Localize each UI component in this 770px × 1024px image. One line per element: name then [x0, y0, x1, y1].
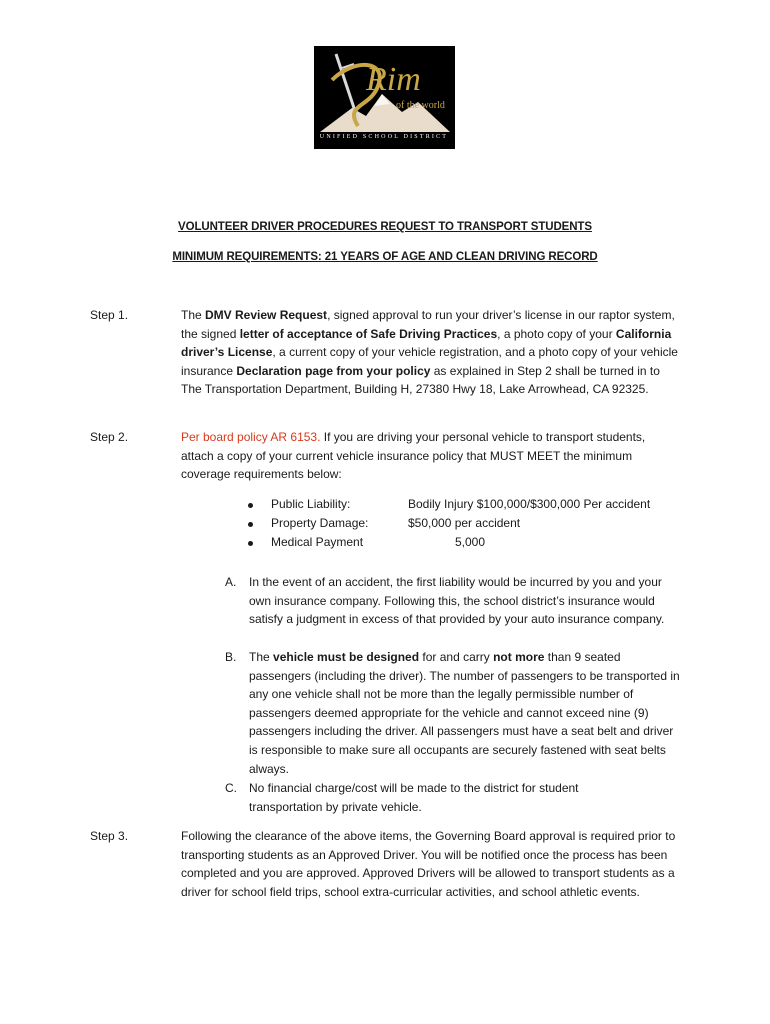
list-item-c: C. No financial charge/cost will be made to the district for student transportation by private vehicle.: [225, 781, 579, 814]
logo-district: UNIFIED SCHOOL DISTRICT: [319, 134, 449, 140]
step-1-label: Step 1.: [90, 308, 129, 322]
step-3-text: Following the clearance of the above items, the Governing Board approval is required prior to transporting students as an Approved Driver. You will be notified once the process has been completed and you are approved. Approved Drivers will be allowed to transport students as a driver for school field trips, school extra-curricular activities, and school athletic events.: [181, 829, 676, 899]
list-item-a: A. In the event of an accident, the first liability would be incurred by you and your own insurance company. Following this, the school district’s insurance would satisfy a judgment in excess of that provided by your auto insurance company.: [225, 575, 665, 627]
bullet-icon: [248, 522, 253, 527]
step-2-label: Step 2.: [90, 430, 129, 444]
logo-wordmark: Rim: [366, 61, 421, 98]
district-logo: [314, 46, 455, 149]
page-subtitle: MINIMUM REQUIREMENTS: 21 YEARS OF AGE AND CLEAN DRIVING RECORD: [172, 251, 598, 263]
page-title: VOLUNTEER DRIVER PROCEDURES REQUEST TO TRANSPORT STUDENTS: [178, 221, 592, 233]
step-2-text: Per board policy AR 6153. If you are driving your personal vehicle to transport students, attach a copy of your current vehicle insurance policy that MUST MEET the minimum coverage requirements below:: [181, 430, 646, 482]
bullet-icon: [248, 541, 253, 546]
policy-reference: Per board policy AR 6153.: [181, 430, 321, 444]
list-item-b: B. The vehicle must be designed for and carry not more than 9 seated passengers (including the driver). The number of passengers to be transported in any one vehicle shall not be more than the legally permissible number of passengers deemed appropriate for the vehicle and cannot exceed nine (9) passengers including the driver. All passengers must have a seat belt and driver is responsible to make sure all occupants are securely fastened with seat belts always.: [225, 650, 680, 776]
step-3-label: Step 3.: [90, 829, 129, 843]
logo-tagline: of the world: [396, 100, 445, 111]
step-1-text: The DMV Review Request, signed approval to run your driver’s license in our raptor system, the signed letter of acceptance of Safe Driving Practices, a photo copy of your California driver’s License, a current copy of your vehicle registration, and a photo copy of your vehicle insurance Declaration page from your policy as explained in Step 2 shall be turned in to The Transportation Department, Building H, 27380 Hwy 18, Lake Arrowhead, CA 92325.: [181, 308, 678, 397]
bullet-icon: [248, 503, 253, 508]
